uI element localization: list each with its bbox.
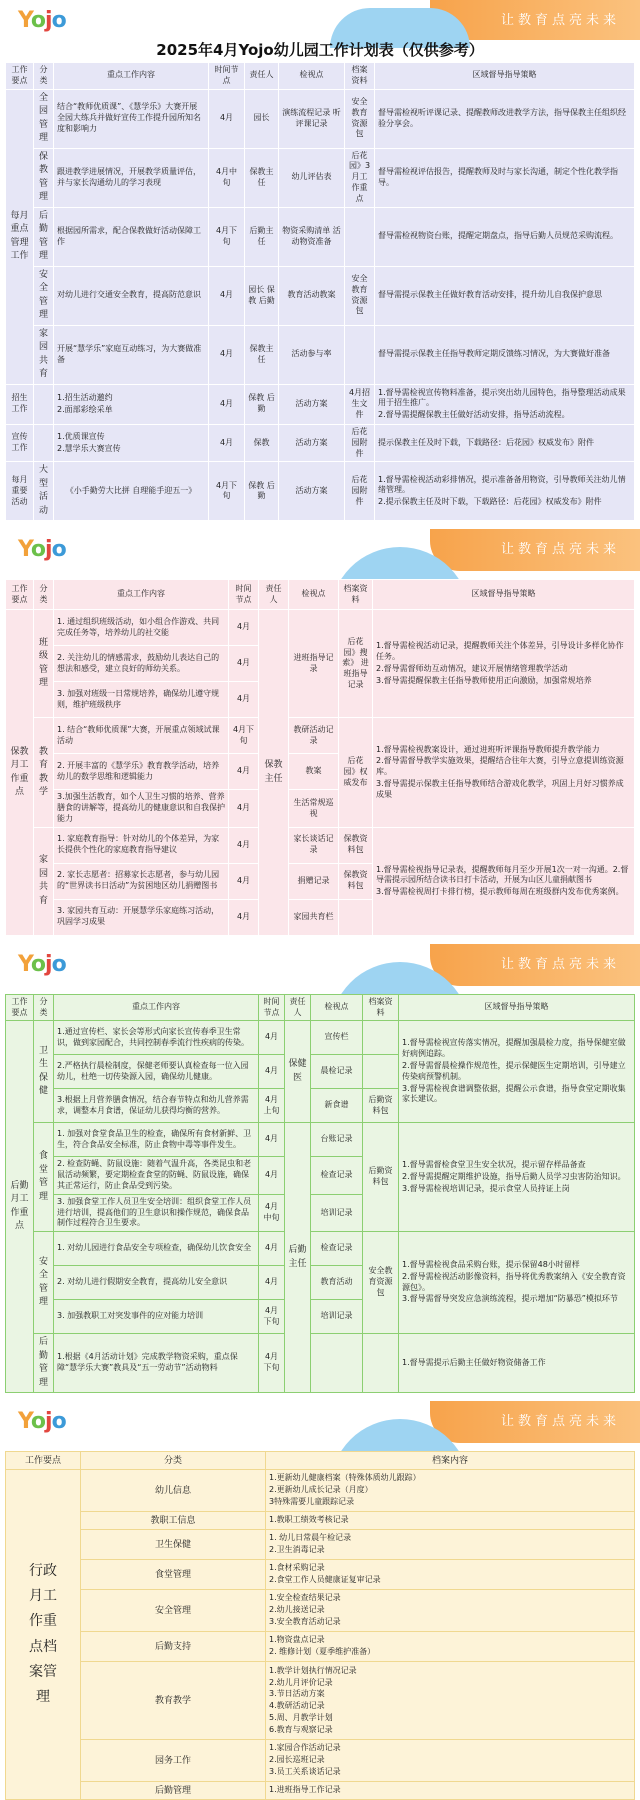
archive	[363, 1334, 399, 1393]
col-header: 时间节点	[259, 994, 285, 1021]
time: 4月	[229, 899, 259, 935]
archive-content: 1.更新幼儿健康档案（特殊体质幼儿跟踪） 2.更新幼儿成长记录（月度） 3特殊需要儿童跟踪记录	[266, 1470, 635, 1512]
check-point: 检查记录	[311, 1232, 363, 1266]
check-point: 教育活动	[311, 1266, 363, 1300]
category: 卫生保健	[81, 1530, 266, 1560]
col-header: 时间节点	[229, 580, 259, 610]
archive: 后花园附件	[345, 424, 375, 461]
check-point: 教案	[289, 754, 339, 790]
table-header	[6, 580, 635, 610]
owner: 后勤主任	[245, 207, 279, 266]
content: 结合“教师优质课”、《慧学乐》大赛开展全园大练兵并做好宣传工作提升园所知名度和影响力	[54, 89, 209, 148]
category: 家园共育	[34, 325, 54, 384]
archive: 后花园》3月工作重点	[345, 148, 375, 207]
owner: 保教	[245, 424, 279, 461]
col-header: 工作要点	[6, 580, 34, 610]
section-archive-plan	[0, 1401, 640, 1800]
table-row	[6, 1590, 635, 1632]
col-header: 检视点	[289, 580, 339, 610]
owner: 后勤主任	[285, 1123, 311, 1393]
archive	[363, 1055, 399, 1089]
time: 4月上旬	[259, 1089, 285, 1123]
group-label: 每月重点管理工作	[6, 89, 34, 384]
check-point: 演练流程记录 听评课记录	[279, 89, 345, 148]
category: 卫生保健	[34, 1021, 54, 1123]
category: 食堂管理	[81, 1560, 266, 1590]
time: 4月	[229, 827, 259, 863]
content: 跟进教学进展情况，开展教学质量评估，并与家长沟通幼儿的学习表现	[54, 148, 209, 207]
archive: 保教资料包	[339, 863, 373, 899]
col-header: 重点工作内容	[54, 63, 209, 90]
check-point: 幼儿评估表	[279, 148, 345, 207]
strategy: 1.督导需检视活动记录，提醒教师关注个体差异，引导设计多样化协作任务。 2.督导需督师幼互动情况，建议开展情绪管理教学活动 3.督导需提醒保教主任指导教师使用正向激励，加强常规培养	[373, 610, 635, 718]
table-row	[6, 266, 635, 325]
category: 园务工作	[81, 1740, 266, 1782]
check-point: 活动方案	[279, 462, 345, 521]
check-point: 家长谈话记录	[289, 827, 339, 863]
strategy: 督导需提示保教主任做好教育活动安排，提升幼儿自我保护意思	[375, 266, 635, 325]
table-row	[6, 148, 635, 207]
time: 4月下旬	[209, 207, 245, 266]
check-point: 家园共育栏	[289, 899, 339, 935]
check-point: 进班指导记录	[289, 610, 339, 718]
table-row	[6, 1662, 635, 1740]
content: 3. 加强对班级一日常规培养，确保幼儿遵守规则，维护班级秩序	[54, 682, 229, 718]
table-row	[6, 325, 635, 384]
category: 幼儿信息	[81, 1470, 266, 1512]
archive-content: 1.食材采购记录 2.食堂工作人员健康证复审记录	[266, 1560, 635, 1590]
category: 后勤管理	[34, 207, 54, 266]
table-row	[6, 207, 635, 266]
category: 大型活动	[34, 462, 54, 521]
check-point: 培训记录	[311, 1300, 363, 1334]
owner: 保教主任	[259, 610, 289, 935]
strategy: 1.督导需检视活动彩排情况，提示准备备用物资，引导教师关注幼儿情绪管理。 2.提示保教主任及时下载，下载路径：后花园》权威发布》附件	[375, 462, 635, 521]
content: 2.严格执行晨检制度，保健老师要认真检查每一位入园幼儿，杜绝一切传染源入园，确保幼儿健康。	[54, 1055, 259, 1089]
col-header: 区域督导指导策略	[373, 580, 635, 610]
yojo-logo: Yojo	[18, 951, 66, 977]
table-row	[6, 827, 635, 863]
time: 4月	[229, 646, 259, 682]
table-row	[6, 462, 635, 521]
col-header: 责任人	[245, 63, 279, 90]
archive-content: 1. 幼儿日常晨午检记录 2.卫生消毒记录	[266, 1530, 635, 1560]
strategy: 1.督导需检视宣传落实情况，提醒加强晨检力度，指导保健室做好病例追踪。 2.督导需督晨检操作规范性，提示保健医生定期培训，引导建立传染病预警机制。 3.督导需检视食谱调整依据，提醒公示食谱，指导食堂定期收集家长建议。	[399, 1021, 635, 1123]
strategy: 提示保教主任及时下载，下载路径：后花园》权威发布》附件	[375, 424, 635, 461]
col-header: 分类	[34, 580, 54, 610]
monthly-plan-table	[5, 62, 635, 521]
time: 4月	[209, 424, 245, 461]
content: 2. 检查防蝇、防鼠设施：随着气温升高，各类昆虫和老鼠活动频繁，要定期检查食堂的防蝇、防鼠设施，确保其正常运行，防止食品受到污染。	[54, 1157, 259, 1194]
content: 1. 家庭教育指导：针对幼儿的个体差异，为家长提供个性化的家庭教育指导建议	[54, 827, 229, 863]
table-row	[6, 1530, 635, 1560]
col-header: 区域督导指导策略	[399, 994, 635, 1021]
content: 1. 加强对食堂食品卫生的检查，确保所有食材新鲜、卫生，符合食品安全标准，防止食物中毒等事件发生。	[54, 1123, 259, 1157]
content: 1. 通过组织班级活动，如小组合作游戏、共同完成任务等，培养幼儿的社交能	[54, 610, 229, 646]
time: 4月	[259, 1157, 285, 1194]
content: 1. 结合“教师优质课”大赛，开展重点领域试课活动	[54, 718, 229, 754]
owner: 保健医	[285, 1021, 311, 1123]
content: 开展“慧学乐”家庭互动练习，为大赛做准备	[54, 325, 209, 384]
content: 2. 关注幼儿的情感需求，鼓励幼儿表达自己的想法和感受，建立良好的师幼关系。	[54, 646, 229, 682]
col-header: 重点工作内容	[54, 580, 229, 610]
table-row	[6, 1782, 635, 1800]
table-row	[6, 1232, 635, 1266]
col-header: 责任人	[285, 994, 311, 1021]
yojo-logo: Yojo	[18, 537, 66, 563]
category: 教职工信息	[81, 1512, 266, 1530]
col-header: 重点工作内容	[54, 994, 259, 1021]
archive: 后花园附件	[345, 462, 375, 521]
strategy: 1.督导需提示后勤主任做好物资储备工作	[399, 1334, 635, 1393]
check-point: 检查记录	[311, 1157, 363, 1194]
time: 4月中旬	[259, 1194, 285, 1231]
teaching-plan-table	[5, 579, 635, 935]
time: 4月	[259, 1232, 285, 1266]
time: 4月	[209, 266, 245, 325]
content: 《小手勤劳大比拼 自理能手迎五一》	[54, 462, 209, 521]
table-row	[6, 718, 635, 754]
time: 4月	[259, 1123, 285, 1157]
time: 4月	[259, 1266, 285, 1300]
col-header: 分类	[34, 63, 54, 90]
archive	[345, 207, 375, 266]
time: 4月	[229, 610, 259, 646]
category: 后勤管理	[34, 1334, 54, 1393]
category: 安全管理	[34, 266, 54, 325]
check-point: 活动方案	[279, 424, 345, 461]
col-header: 工作要点	[6, 1452, 81, 1470]
col-header: 档案资料	[345, 63, 375, 90]
content: 1. 对幼儿园进行食品安全专项检查，确保幼儿饮食安全	[54, 1232, 259, 1266]
owner: 园长 保教 后勤	[245, 266, 279, 325]
time: 4月	[259, 1055, 285, 1089]
banner	[0, 529, 640, 579]
archive-content: 1.家园合作活动记录 2.园长巡班记录 3.员工关系谈话记录	[266, 1740, 635, 1782]
time: 4月	[209, 325, 245, 384]
col-header: 档案内容	[266, 1452, 635, 1470]
col-header: 时间节点	[209, 63, 245, 90]
content: 3.根据上月营养膳食情况，结合春节特点和幼儿营养需求，调整本月食谱，保证幼儿获得均衡的营养。	[54, 1089, 259, 1123]
table-row	[6, 1560, 635, 1590]
owner: 保教主任	[245, 148, 279, 207]
category: 后勤支持	[81, 1632, 266, 1662]
check-point: 新食谱	[311, 1089, 363, 1123]
archive	[345, 325, 375, 384]
slogan: 让教育点亮未来	[500, 542, 620, 558]
time: 4月	[209, 89, 245, 148]
content: 1.根据《4月活动计划》完成教学物资采购，重点保障“慧学乐大赛”教具及“五一劳动节”活动物料	[54, 1334, 259, 1393]
content: 3.加强生活教育，如个人卫生习惯的培养、营养膳食的讲解等，提高幼儿的健康意识和自我保护能力	[54, 790, 229, 827]
strategy: 督导需检视听评课记录、提醒教师改进教学方法，指导保教主任组织经验分享会。	[375, 89, 635, 148]
content: 3. 家园共育互动：开展慧学乐家庭练习活动，巩固学习成果	[54, 899, 229, 935]
strategy: 1.督导需检视食品采购台账，提示保留48小时留样 2.督导需检视活动影像资料，指导将优秀教案纳入《安全教育资源包》。 3.督导需督导突发应急演练流程，提示增加“防暴恐”模拟环节	[399, 1232, 635, 1334]
category: 安全管理	[34, 1232, 54, 1334]
slogan: 让教育点亮未来	[500, 13, 620, 28]
slogan: 让教育点亮未来	[500, 956, 620, 972]
work-point: 后勤月工作重点	[6, 1021, 34, 1393]
time: 4月中旬	[209, 148, 245, 207]
content: 根据园所需求，配合保教做好活动保障工作	[54, 207, 209, 266]
category: 安全管理	[81, 1590, 266, 1632]
archive: 安全教育资源包	[363, 1232, 399, 1334]
archive-content: 1.安全检查结果记录 2.幼儿接送记录 3.安全教育活动记录	[266, 1590, 635, 1632]
content: 3. 加强食堂工作人员卫生安全培训：组织食堂工作人员进行培训，提高他们的卫生意识和操作规范，确保食品制作过程符合卫生要求。	[54, 1194, 259, 1231]
col-header: 分类	[34, 994, 54, 1021]
archive: 4月招生文件	[345, 384, 375, 424]
col-header: 区域督导指导策略	[375, 63, 635, 90]
check-point: 生活常规巡视	[289, 790, 339, 827]
time: 4月下旬	[259, 1300, 285, 1334]
strategy: 1.督导需检视指导记录表，提醒教师每月至少开展1次一对一沟通。2.督导需提示园所结合读书日打卡活动，开展为山区儿童捐献图书 3.督导需检视周打卡排行榜，提示教师每周在班级群内发布优秀案例。	[373, 827, 635, 935]
table-row	[6, 1740, 635, 1782]
col-header: 分类	[81, 1452, 266, 1470]
content: 2. 开展丰富的《慧学乐》教育教学活动，培养幼儿的数学思维和逻辑能力	[54, 754, 229, 790]
check-point: 宣传栏	[311, 1021, 363, 1055]
category	[34, 384, 54, 424]
owner: 保教主任	[245, 325, 279, 384]
col-header: 检视点	[311, 994, 363, 1021]
check-point: 晨检记录	[311, 1055, 363, 1089]
logistics-plan-table	[5, 994, 635, 1393]
archive-content: 1.物资盘点记录 2. 维修计划（夏季维护准备）	[266, 1632, 635, 1662]
category: 食堂管理	[34, 1123, 54, 1232]
time: 4月下旬	[209, 462, 245, 521]
archive: 后花园》权威发布	[339, 718, 373, 827]
col-header: 工作要点	[6, 994, 34, 1021]
col-header: 责任人	[259, 580, 289, 610]
content: 对幼儿进行交通安全教育，提高防范意识	[54, 266, 209, 325]
strategy: 1.督导需检视宣传物料准备，提示突出幼儿园特色，指导整理活动成果用于招生推广。 2.督导需提醒保教主任做好活动安排，指导活动流程。	[375, 384, 635, 424]
strategy: 1.督导需督检食堂卫生安全状况，提示留存样品备查 2.督导需提醒定期维护设施，指导后勤人员学习虫害防治知识。 3.督导需检视培训记录，提示食堂人员持证上岗	[399, 1123, 635, 1232]
check-point: 台账记录	[311, 1123, 363, 1157]
category	[34, 424, 54, 461]
archive-content: 1.教职工绩效考核记录	[266, 1512, 635, 1530]
section-logistics-plan	[0, 944, 640, 1393]
time: 4月	[209, 384, 245, 424]
content: 2. 家长志愿者：招募家长志愿者，参与幼儿园的“世界读书日活动”为贫困地区幼儿捐赠图书	[54, 863, 229, 899]
strategy: 1.督导需检视教案设计，通过进班听评课指导教师提升教学能力 2.督导需督导教学实施效果，提醒结合往年大赛，引导立意提训练资源库。 3.督导需提示保教主任指导教师结合游戏化教学，巩固上月好习惯养成成果	[373, 718, 635, 827]
content: 3. 加强教职工对突发事件的应对能力培训	[54, 1300, 259, 1334]
archive: 保教资料包	[339, 827, 373, 863]
table-row	[6, 1123, 635, 1157]
work-point: 招生工作	[6, 384, 34, 424]
check-point	[311, 1334, 363, 1393]
archive: 后花园》搜索》 进班指导记录	[339, 610, 373, 718]
col-header: 检视点	[279, 63, 345, 90]
archive-content: 1.教学计划执行情况记录 2.幼儿月评价记录 3.节日活动方案 4.教研活动记录 5.周、月教学计划 6.教育与观察记录	[266, 1662, 635, 1740]
table-row	[6, 1334, 635, 1393]
time: 4月下旬	[259, 1334, 285, 1393]
yojo-logo: Yojo	[18, 8, 66, 33]
section-teaching-plan	[0, 529, 640, 935]
table-row	[6, 89, 635, 148]
table-row	[6, 424, 635, 461]
category: 后勤管理	[81, 1782, 266, 1800]
banner	[0, 1401, 640, 1451]
table-header	[6, 63, 635, 90]
archive: 安全教育资源包	[345, 266, 375, 325]
time: 4月	[229, 863, 259, 899]
time: 4月下旬	[229, 718, 259, 754]
section-monthly-plan	[0, 0, 640, 521]
content: 1.通过宣传栏、家长会等形式向家长宣传春季卫生常识，做到家园配合，共同控制春季流行性疾病的传染。	[54, 1021, 259, 1055]
col-header: 档案资料	[363, 994, 399, 1021]
strategy: 督导需提示保教主任指导教师定期反馈练习情况，为大赛做好准备	[375, 325, 635, 384]
page-title: 2025年4月Yojo幼儿园工作计划表（仅供参考）	[156, 41, 484, 59]
table-header	[6, 994, 635, 1021]
table-row	[6, 1021, 635, 1055]
content: 2. 对幼儿进行假期安全教育，提高幼儿安全意识	[54, 1266, 259, 1300]
col-header: 工作要点	[6, 63, 34, 90]
archive-table	[5, 1451, 635, 1800]
category: 全园管理	[34, 89, 54, 148]
yojo-logo: Yojo	[18, 1409, 66, 1435]
table-row	[6, 610, 635, 646]
time: 4月	[229, 790, 259, 827]
category: 班级管理	[34, 610, 54, 718]
col-header: 档案资料	[339, 580, 373, 610]
check-point: 培训记录	[311, 1194, 363, 1231]
table-row	[6, 384, 635, 424]
category: 家园共育	[34, 827, 54, 935]
owner: 保教 后勤	[245, 384, 279, 424]
archive: 后勤资料包	[363, 1123, 399, 1232]
check-point: 活动参与率	[279, 325, 345, 384]
banner	[0, 944, 640, 994]
check-point: 物资采购清单 活动物资准备	[279, 207, 345, 266]
work-point: 宣传工作	[6, 424, 34, 461]
archive: 安全教育资源包	[345, 89, 375, 148]
work-point: 行政月工作重点档案管理	[6, 1470, 81, 1800]
archive-content: 1.进班指导工作记录	[266, 1782, 635, 1800]
check-point: 活动方案	[279, 384, 345, 424]
category: 教育教学	[34, 718, 54, 827]
check-point: 教育活动教案	[279, 266, 345, 325]
check-point: 捐赠记录	[289, 863, 339, 899]
time: 4月	[229, 754, 259, 790]
table-row	[6, 1512, 635, 1530]
work-point: 每月重要活动	[6, 462, 34, 521]
time: 4月	[259, 1021, 285, 1055]
banner	[0, 0, 640, 62]
owner: 保教 后勤	[245, 462, 279, 521]
table-row	[6, 1632, 635, 1662]
table-row	[6, 1470, 635, 1512]
slogan: 让教育点亮未来	[500, 1414, 620, 1430]
archive: 后勤资料包	[363, 1089, 399, 1123]
table-header	[6, 1452, 635, 1470]
category: 教育教学	[81, 1662, 266, 1740]
archive	[339, 899, 373, 935]
time: 4月	[229, 682, 259, 718]
strategy: 督导需检视物资台账，提醒定期盘点，指导后勤人员规范采购流程。	[375, 207, 635, 266]
owner: 园长	[245, 89, 279, 148]
content: 1.招生活动邀约 2.面部彩绘采单	[54, 384, 209, 424]
strategy: 督导需检视评估报告，提醒教师及时与家长沟通，制定个性化教学指导。	[375, 148, 635, 207]
check-point: 教研活动记录	[289, 718, 339, 754]
work-point: 保教月工作重点	[6, 610, 34, 935]
archive	[363, 1021, 399, 1055]
content: 1.优质课宣传 2.慧学乐大赛宣传	[54, 424, 209, 461]
category: 保教管理	[34, 148, 54, 207]
